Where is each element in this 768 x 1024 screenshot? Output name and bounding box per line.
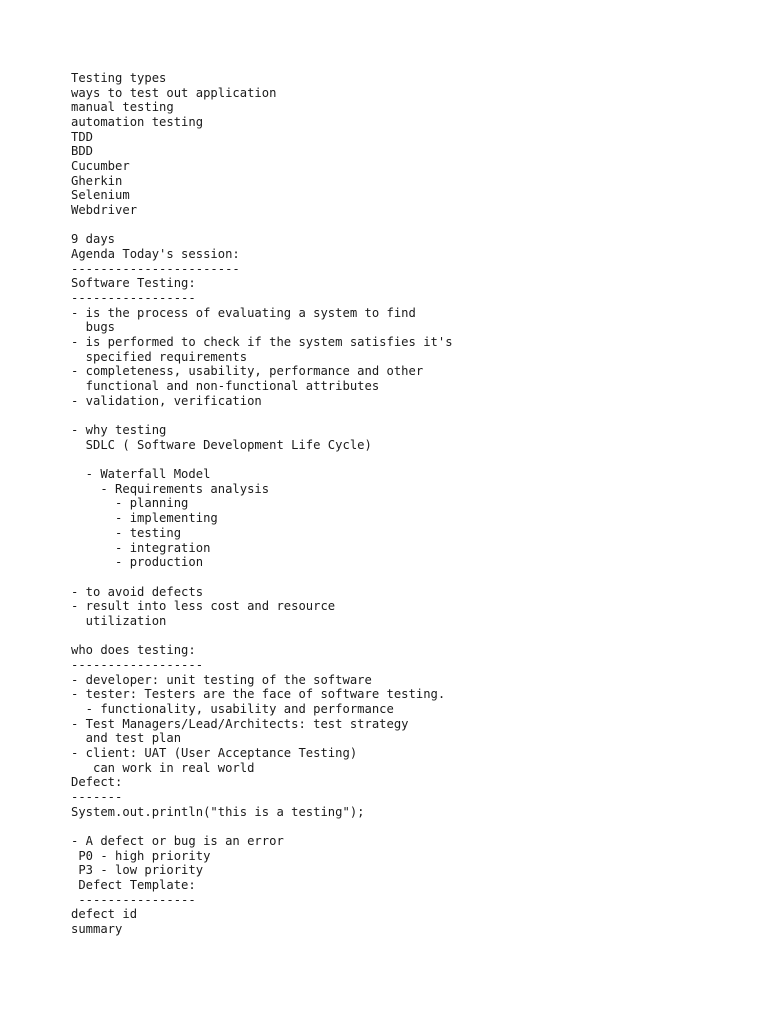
document-line: bugs bbox=[71, 320, 116, 335]
document-line: specified requirements bbox=[71, 349, 248, 364]
document-line: TDD bbox=[71, 129, 94, 144]
document-line: Cucumber bbox=[71, 159, 130, 174]
document-line: - Requirements analysis bbox=[71, 481, 270, 496]
document-line: P0 - high priority bbox=[71, 848, 211, 863]
document-text bbox=[71, 71, 453, 937]
document-line: - to avoid defects bbox=[71, 584, 204, 599]
document-line: - functionality, usability and performance bbox=[71, 701, 394, 716]
document-line: 9 days bbox=[71, 232, 116, 247]
document-line: ----------------------- bbox=[71, 261, 240, 276]
document-line: ways to test out application bbox=[71, 85, 277, 100]
document-line bbox=[71, 819, 453, 834]
document-line: - client: UAT (User Acceptance Testing) bbox=[71, 745, 358, 760]
document-line: can work in real world bbox=[71, 760, 255, 775]
document-line: ----------------- bbox=[71, 291, 196, 306]
document-line: functional and non-functional attributes bbox=[71, 379, 380, 394]
document-line: - testing bbox=[71, 525, 182, 540]
document-line bbox=[71, 218, 453, 233]
document-line: ------- bbox=[71, 789, 123, 804]
document-line: - tester: Testers are the face of software testing. bbox=[71, 687, 446, 702]
document-line: ------------------ bbox=[71, 657, 204, 672]
document-line: - why testing bbox=[71, 423, 167, 438]
document-line: Software Testing: bbox=[71, 276, 196, 291]
document-line: - developer: unit testing of the software bbox=[71, 672, 372, 687]
document-line bbox=[71, 629, 453, 644]
document-line: Selenium bbox=[71, 188, 130, 203]
document-line: - result into less cost and resource bbox=[71, 599, 336, 614]
document-line bbox=[71, 408, 453, 423]
document-line: Webdriver bbox=[71, 203, 138, 218]
document-line: ---------------- bbox=[71, 892, 196, 907]
document-line bbox=[71, 570, 453, 585]
document-line: P3 - low priority bbox=[71, 863, 204, 878]
document-line: who does testing: bbox=[71, 643, 196, 658]
document-line: - production bbox=[71, 555, 204, 570]
document-line: - planning bbox=[71, 496, 189, 511]
document-line: automation testing bbox=[71, 115, 204, 130]
document-line: and test plan bbox=[71, 731, 182, 746]
document-line: - A defect or bug is an error bbox=[71, 833, 284, 848]
document-line: utilization bbox=[71, 613, 167, 628]
document-line: Testing types bbox=[71, 71, 167, 85]
document-line: summary bbox=[71, 921, 123, 936]
document-line: - is performed to check if the system satisfies it's bbox=[71, 335, 453, 350]
document-line: - is the process of evaluating a system to find bbox=[71, 305, 416, 320]
document-line: Defect Template: bbox=[71, 877, 196, 892]
document-line: - Test Managers/Lead/Architects: test strategy bbox=[71, 716, 409, 731]
document-line: BDD bbox=[71, 144, 94, 159]
document-line: - validation, verification bbox=[71, 393, 262, 408]
document-line: - integration bbox=[71, 540, 211, 555]
document-line: Gherkin bbox=[71, 173, 123, 188]
document-line: - completeness, usability, performance and other bbox=[71, 364, 424, 379]
document-line: Defect: bbox=[71, 775, 123, 790]
document-line: - Waterfall Model bbox=[71, 467, 211, 482]
document-line: manual testing bbox=[71, 100, 174, 115]
document-line: - implementing bbox=[71, 511, 218, 526]
document-line: Agenda Today's session: bbox=[71, 247, 240, 262]
document-line: SDLC ( Software Development Life Cycle) bbox=[71, 437, 372, 452]
document-line: defect id bbox=[71, 907, 138, 922]
document-line bbox=[71, 452, 453, 467]
document-line: System.out.println("this is a testing"); bbox=[71, 804, 365, 819]
